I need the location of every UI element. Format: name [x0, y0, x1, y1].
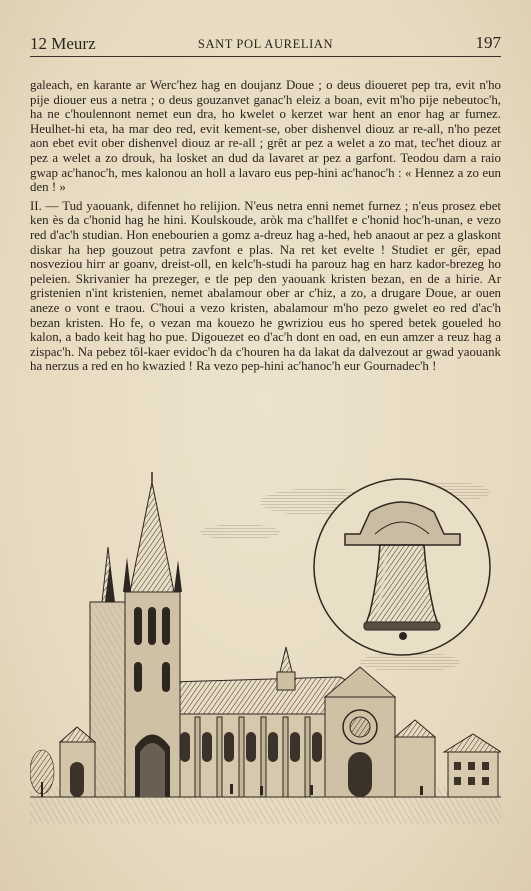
header-title: SANT POL AURELIAN	[197, 37, 334, 51]
cathedral-illustration	[30, 452, 501, 824]
paragraph-2: II. — Tud yaouank, difennet ho relijion. N'eus netra enni nemet furnez ; n'eus prosez ebet ken ès da c'honid hag he hini. Koulskoude, aròk ma c'hallfet e c'honid hoc'h-unan, e vezo red d'ac'h studian. Hon enebourien a gomz a-dreuz hag a-hed, heb anaout ar pez a glaskont diskar ha hep gouzout petra zavfont e plas. Na ret ket evelte ! Studiet er gêr, epad nosveziou hirr ar goanv, dreist-oll, en kelc'h-studi ha parouz hag en harz kador-brezeg ho peleien. Skrivanier ha prezeger, e tle pep den yaouank kristen bezan, en de a hirie. Ar gristenien n'int kristenien, nemet abalamour ober ar c'hiz, a zo, a drugare Doue, ar ouen aneze o vont e traou. C'houi a vezo kristen, abalamour m'ho pezo gwelet eo red d'ac'h bezan kristen. Ho fe, o vezan ma kouezo he gwriziou eus ho spered betek goueled ho kalon, a bado keit hag ho pue. Digouezet eo d'ac'h dont en oad, en eun amzer a reuz hag a zispac'h. Na pebez tôl-kaer evidoc'h da c'houren ha da lakat da dalvezout ar gwad yaouank ha nerzus a red en ho kwazied ! Ra vezo pep-hini ac'hanoc'h eur Gournadec'h !	[30, 198, 501, 374]
body-text	[30, 78, 501, 374]
town-houses	[444, 734, 501, 797]
paragraph-1: galeach, en karante ar Werc'hez hag en doujanz Doue ; o deus dioueret pep tra, evit n'ho pije diouer eus a netra ; o deus gouzanvet ganac'h eleiz a boan, evit m'ho pije nebeutoc'h, ha ne c'houlennont nemet eun dra, ho kwelet o kerzet war hent an enor hag ar furnez. Heulhet-hi eta, ha mar deo red, evit kement-se, ober dishenvel diouz ar re-all, n'ho pezet aon ebet evit ober dishenvel diouz ar re-all ; grêt ar pez a welet a zo mat, tec'het diouz ar pez a welet a zo drouk, ha losket an dud da lavaret ar pez a garfont. Teodou darn a raio gwap ac'hanoc'h, mes kalonou an holl a lavaro eus pep-hini ac'hanoc'h : « Hennez a zo eun den ! »	[30, 78, 501, 195]
bell-inset-icon	[314, 479, 490, 655]
page-number: 197	[475, 33, 501, 52]
header-date: 12 Meurz	[30, 34, 96, 53]
running-header	[30, 34, 501, 57]
